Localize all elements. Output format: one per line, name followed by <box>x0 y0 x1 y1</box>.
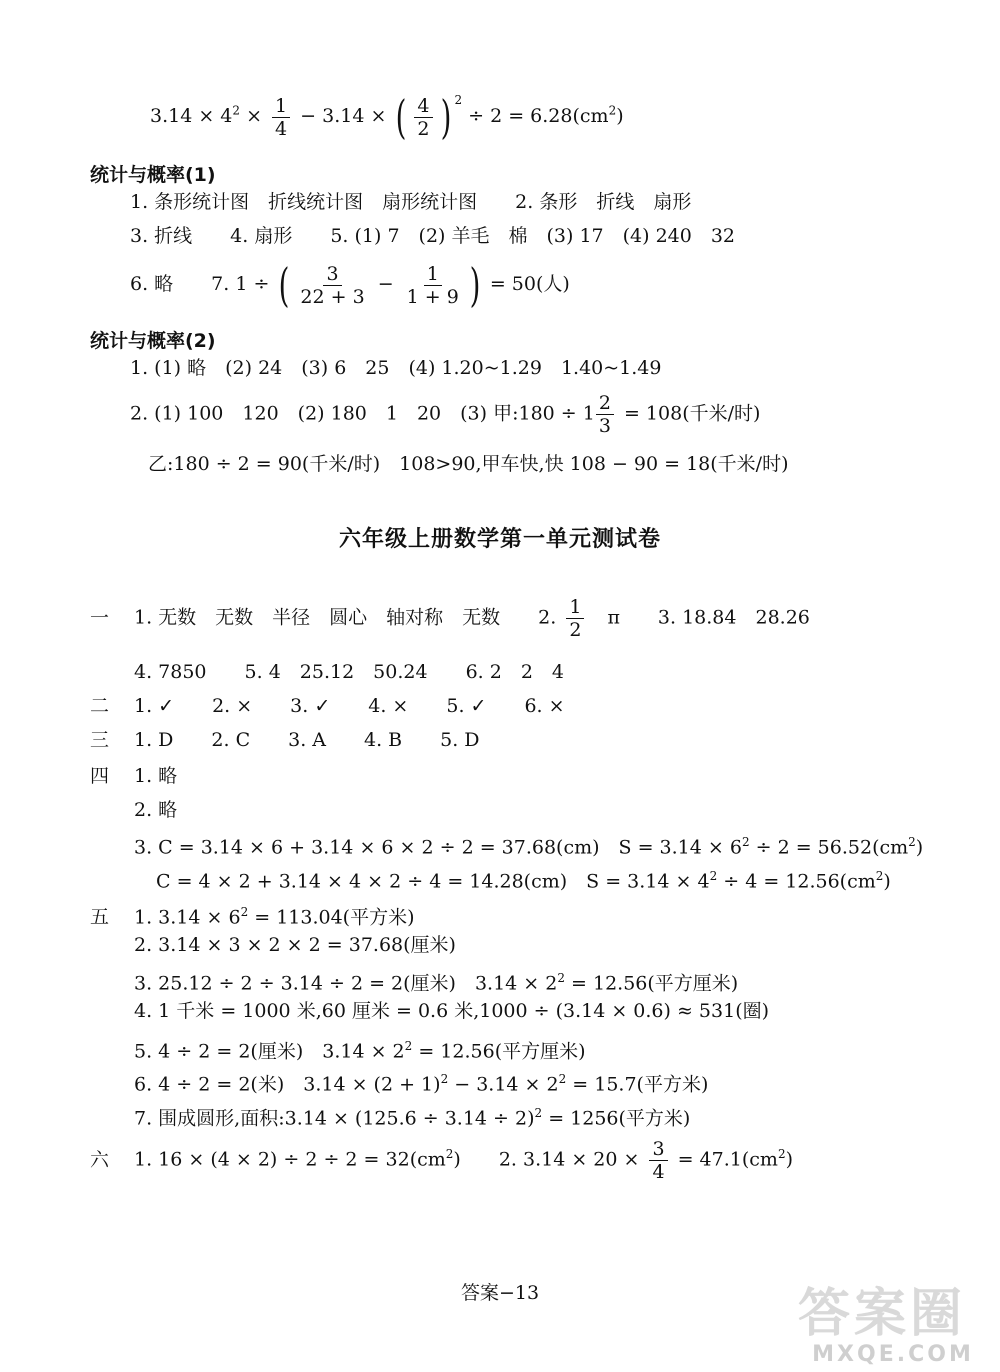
formula-text: = 113.04(平方米) <box>248 906 415 929</box>
answer-line: 3. 折线 4. 扇形 5. (1) 7 (2) 羊毛 棉 (3) 17 (4) 240 32 <box>130 225 736 247</box>
section-label: 二 <box>90 695 110 717</box>
formula-text: − 3.14 × 2 <box>448 1073 559 1096</box>
fraction <box>566 596 584 641</box>
fraction <box>404 263 462 308</box>
answer-line <box>90 728 480 752</box>
formula-text: = 12.56(平方厘米) <box>412 1040 586 1063</box>
formula-text: 1. 略 <box>134 765 178 787</box>
exponent: 2 <box>558 1072 567 1086</box>
formula-text: ) <box>785 1148 793 1171</box>
exponent: 2 <box>445 1147 454 1162</box>
answer-line <box>156 864 891 893</box>
answer-line <box>90 900 415 929</box>
exponent: 2 <box>777 1147 786 1162</box>
answer-line: 4. 1 千米 = 1000 米,60 厘米 = 0.6 米,1000 ÷ (3.14 × 0.6) ≈ 531(圈) <box>134 1000 770 1022</box>
formula-text: ÷ 4 = 12.56(cm <box>717 870 876 893</box>
answer-line <box>134 1067 708 1096</box>
right-paren: ) <box>469 258 481 312</box>
formula-text: 1. D 2. C 3. A 4. B 5. D <box>134 729 480 751</box>
exponent: 2 <box>608 103 617 118</box>
answer-line: 1. 条形统计图 折线统计图 扇形统计图 2. 条形 折线 扇形 <box>130 191 692 213</box>
section-label: 一 <box>90 606 110 629</box>
denominator: 3 <box>598 415 611 437</box>
answer-line <box>130 392 760 437</box>
answer-line <box>90 764 177 788</box>
formula-text: 1. ✓ 2. × 3. ✓ 4. × 5. ✓ 6. × <box>134 695 565 717</box>
formula-text: π 3. 18.84 28.26 <box>588 606 810 629</box>
answer-line: 1. (1) 略 (2) 24 (3) 6 25 (4) 1.20~1.29 1.40~1.49 <box>130 357 662 379</box>
left-paren: ( <box>279 258 290 312</box>
formula-text: 2. (1) 100 120 (2) 180 1 20 (3) 甲:180 ÷ 1 <box>130 402 595 425</box>
formula-text: 1. 16 × (4 × 2) ÷ 2 ÷ 2 = 32(cm <box>134 1148 446 1171</box>
section-heading: 统计与概率(1) <box>90 164 216 186</box>
exponent: 2 <box>454 93 463 107</box>
section-label: 三 <box>90 729 110 751</box>
answer-line <box>130 258 570 312</box>
exponent: 2 <box>709 869 718 883</box>
denominator: 2 <box>569 619 582 641</box>
formula-text: ÷ 2 = 6.28(cm <box>462 105 609 127</box>
formula-text: = 47.1(cm <box>671 1148 778 1171</box>
numerator: 2 <box>596 392 614 415</box>
left-paren: ( <box>396 90 407 144</box>
fraction <box>297 263 367 308</box>
top-formula <box>150 88 624 144</box>
formula-text: 1. 无数 无数 半径 圆心 轴对称 无数 2. <box>134 606 563 629</box>
test-title: 六年级上册数学第一单元测试卷 <box>338 527 661 552</box>
formula-text: 3. 25.12 ÷ 2 ÷ 3.14 ÷ 2 = 2(厘米) 3.14 × 2 <box>134 972 558 995</box>
numerator: 4 <box>414 95 432 118</box>
formula-text: = 50(人) <box>483 273 570 295</box>
exponent: 2 <box>404 1039 413 1053</box>
watermark-url: MXQE.COM <box>812 1342 974 1367</box>
exponent: 2 <box>232 103 241 118</box>
watermark-mark: 答案圈 <box>798 1284 967 1344</box>
fraction <box>414 95 432 140</box>
answer-line <box>134 1034 586 1063</box>
denominator: 22 + 3 <box>300 285 365 308</box>
watermark-logo <box>798 1286 988 1366</box>
exponent: 2 <box>875 869 884 883</box>
formula-text: 1. 3.14 × 6 <box>134 906 241 929</box>
exponent: 2 <box>908 835 916 849</box>
formula-text: 3. C = 3.14 × 6 + 3.14 × 6 × 2 ÷ 2 = 37.68(cm) S = 3.14 × 6 <box>134 836 742 859</box>
formula-text: 6. 4 ÷ 2 = 2(米) 3.14 × (2 + 1) <box>134 1073 441 1096</box>
section-label: 六 <box>90 1148 110 1171</box>
numerator: 1 <box>272 95 290 118</box>
answer-line <box>90 694 565 718</box>
section-label: 四 <box>90 765 110 787</box>
right-paren: ) <box>440 90 451 144</box>
exponent: 2 <box>557 971 565 985</box>
section-label: 五 <box>90 906 110 929</box>
denominator: 4 <box>652 1161 665 1183</box>
answer-line <box>90 1138 793 1183</box>
answer-line <box>134 966 738 995</box>
answer-line <box>90 596 810 641</box>
formula-text: = 1256(平方米) <box>542 1107 691 1130</box>
denominator: 2 <box>417 117 430 140</box>
formula-text: 3.14 × 4 <box>150 105 233 127</box>
exponent: 2 <box>240 905 249 919</box>
exponent: 2 <box>534 1106 543 1120</box>
exponent: 2 <box>741 835 750 849</box>
answer-line <box>134 830 923 859</box>
answer-line: 2. 略 <box>134 799 178 821</box>
numerator: 3 <box>323 263 341 286</box>
formula-text: = 15.7(平方米) <box>566 1073 709 1096</box>
formula-text: ÷ 2 = 56.52(cm <box>749 836 909 859</box>
formula-text: C = 4 × 2 + 3.14 × 4 × 2 ÷ 4 = 14.28(cm) S = 3.14 × 4 <box>156 870 710 893</box>
formula-text: × <box>240 105 269 127</box>
section-heading: 统计与概率(2) <box>90 330 216 352</box>
formula-text: ) <box>915 836 924 859</box>
fraction <box>272 95 290 140</box>
formula-text: ) <box>616 105 624 127</box>
answer-line: 4. 7850 5. 4 25.12 50.24 6. 2 2 4 <box>134 661 564 683</box>
numerator: 1 <box>566 596 584 619</box>
formula-text: ) 2. 3.14 × 20 × <box>453 1148 646 1171</box>
formula-text: 6. 略 7. 1 ÷ <box>130 273 276 295</box>
formula-text: = 108(千米/时) <box>617 402 761 425</box>
answer-line <box>134 1101 690 1130</box>
denominator: 1 + 9 <box>406 285 459 308</box>
formula-text: = 12.56(平方厘米) <box>565 972 739 995</box>
answer-line: 2. 3.14 × 3 × 2 × 2 = 37.68(厘米) <box>134 934 456 956</box>
exponent: 2 <box>440 1072 449 1086</box>
fraction <box>649 1138 667 1183</box>
page-number: 答案−13 <box>460 1282 540 1304</box>
numerator: 3 <box>649 1138 667 1161</box>
formula-text: 7. 围成圆形,面积:3.14 × (125.6 ÷ 3.14 ÷ 2) <box>134 1107 535 1130</box>
fraction <box>596 392 614 437</box>
numerator: 1 <box>424 263 442 286</box>
denominator: 4 <box>275 117 288 140</box>
answer-line: 乙:180 ÷ 2 = 90(千米/时) 108>90,甲车快,快 108 − 90 = 18(千米/时) <box>148 453 789 475</box>
formula-text: ) <box>883 870 891 893</box>
formula-text: − <box>371 273 400 295</box>
formula-text: 5. 4 ÷ 2 = 2(厘米) 3.14 × 2 <box>134 1040 405 1063</box>
formula-text: − 3.14 × <box>294 105 393 127</box>
